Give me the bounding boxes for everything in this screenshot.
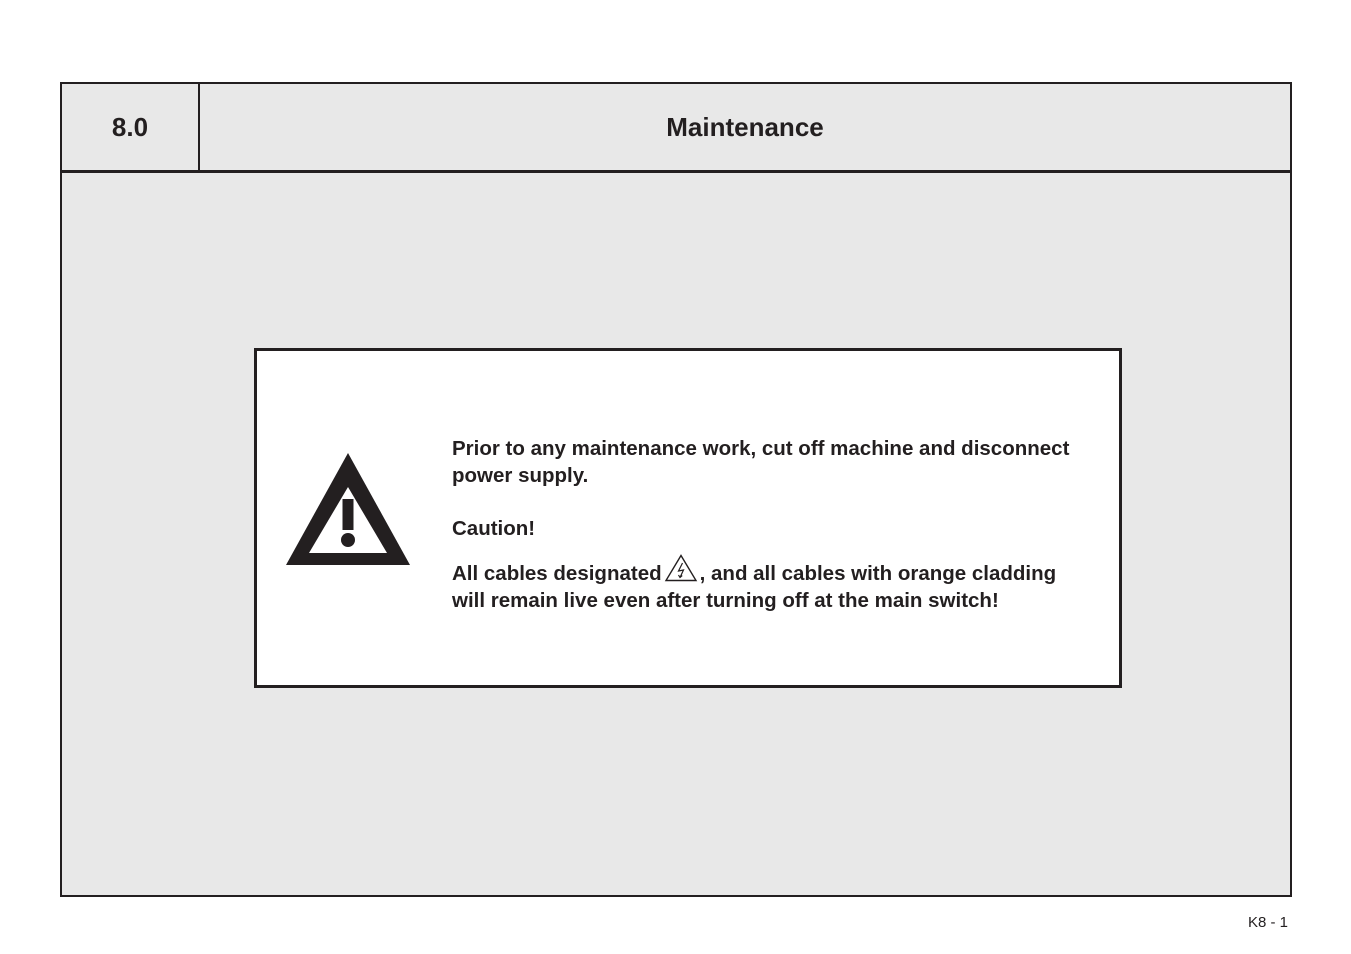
maintenance-instruction: Prior to any maintenance work, cut off machine and disconnect power supply.	[452, 437, 1070, 487]
page-number: K8 - 1	[1248, 914, 1289, 931]
section-frame	[60, 82, 1292, 897]
warning-triangle-icon	[284, 451, 412, 567]
section-title: Maintenance	[666, 111, 824, 142]
high-voltage-icon	[664, 554, 698, 582]
section-header	[62, 84, 1290, 173]
cable-warning	[452, 554, 1072, 614]
cable-warning-end: , and all cables with orange cladding will remain live even after turning off at the main switch!	[452, 562, 1057, 612]
cable-warning-start: All cables designated	[452, 562, 662, 585]
warning-text	[452, 435, 1072, 614]
safety-warning-box	[254, 348, 1122, 688]
caution-label: Caution!	[452, 517, 536, 540]
section-number: 8.0	[62, 84, 200, 170]
